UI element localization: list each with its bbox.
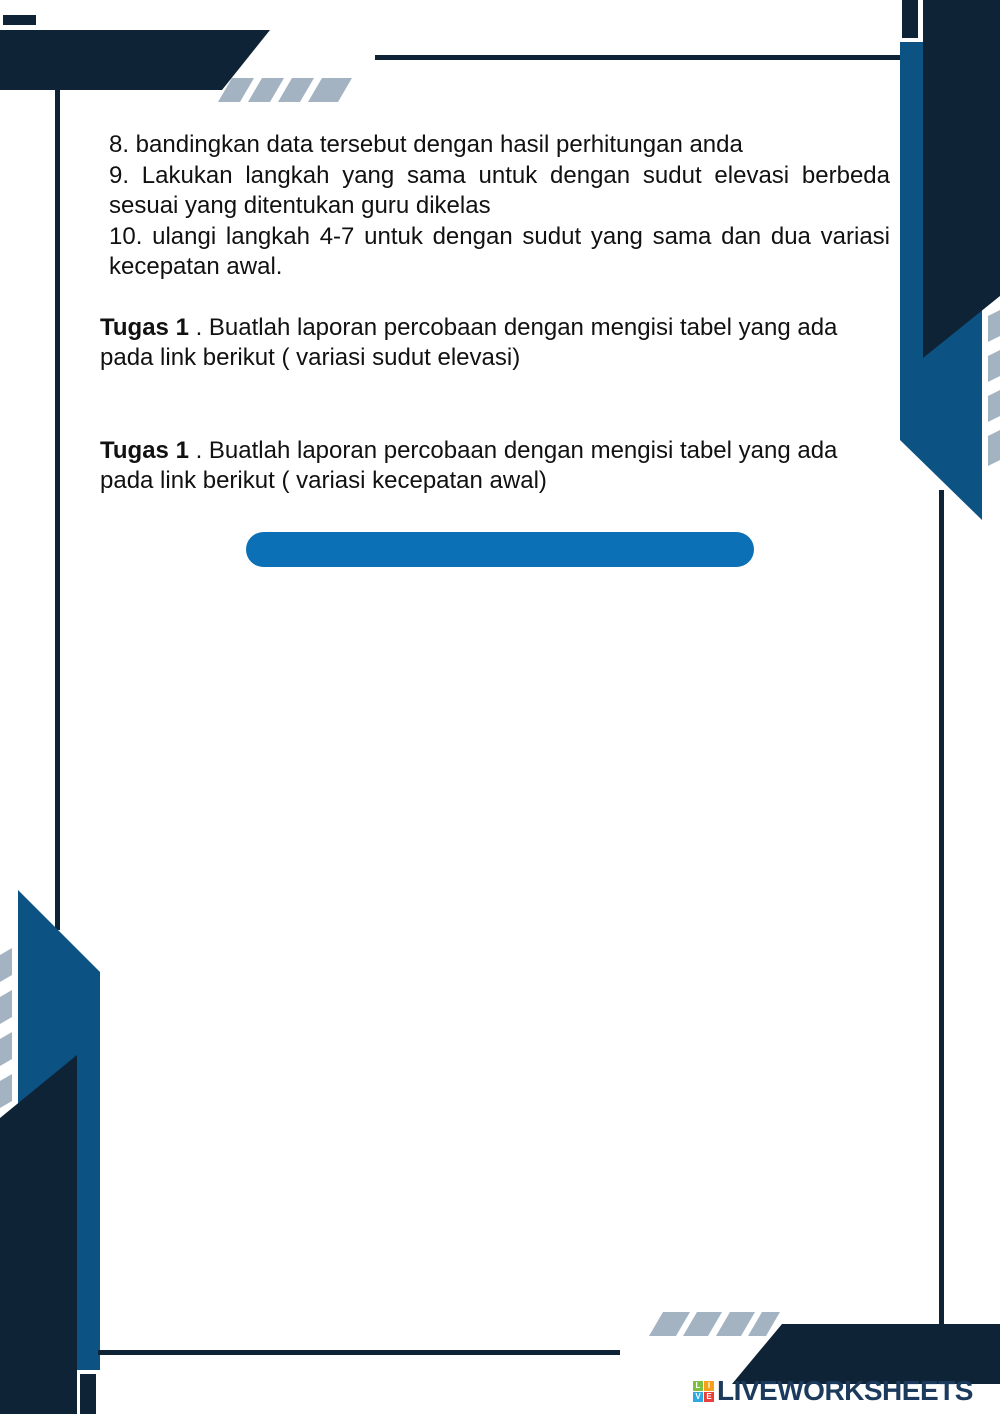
step-10: 10. ulangi langkah 4-7 untuk dengan sudut yang sama dan dua variasi kecepatan awal. [109, 223, 890, 280]
brand-name: LIVEWORKSHEETS [717, 1375, 973, 1406]
task-sudut-elevasi [100, 313, 885, 373]
logo-letter: L [693, 1381, 703, 1391]
logo-letter: V [693, 1392, 703, 1402]
liveworksheets-brand [693, 1376, 973, 1406]
task-label: Tugas 1 [100, 437, 189, 464]
task-text: . Buatlah laporan percobaan dengan mengisi tabel yang ada pada link berikut ( variasi sudut elevasi) [100, 314, 838, 371]
step-9: 9. Lakukan langkah yang sama untuk dengan sudut elevasi berbeda sesuai yang ditentukan guru dikelas [109, 162, 890, 219]
link-button[interactable] [246, 532, 754, 567]
step-8: 8. bandingkan data tersebut dengan hasil perhitungan anda [109, 131, 743, 158]
task-label: Tugas 1 [100, 314, 189, 341]
task-kecepatan-awal [100, 436, 885, 496]
logo-letter: I [704, 1381, 714, 1391]
task-text: . Buatlah laporan percobaan dengan mengisi tabel yang ada pada link berikut ( variasi kecepatan awal) [100, 437, 838, 494]
logo-letter: E [704, 1392, 714, 1402]
liveworksheets-logo-icon [693, 1381, 714, 1402]
